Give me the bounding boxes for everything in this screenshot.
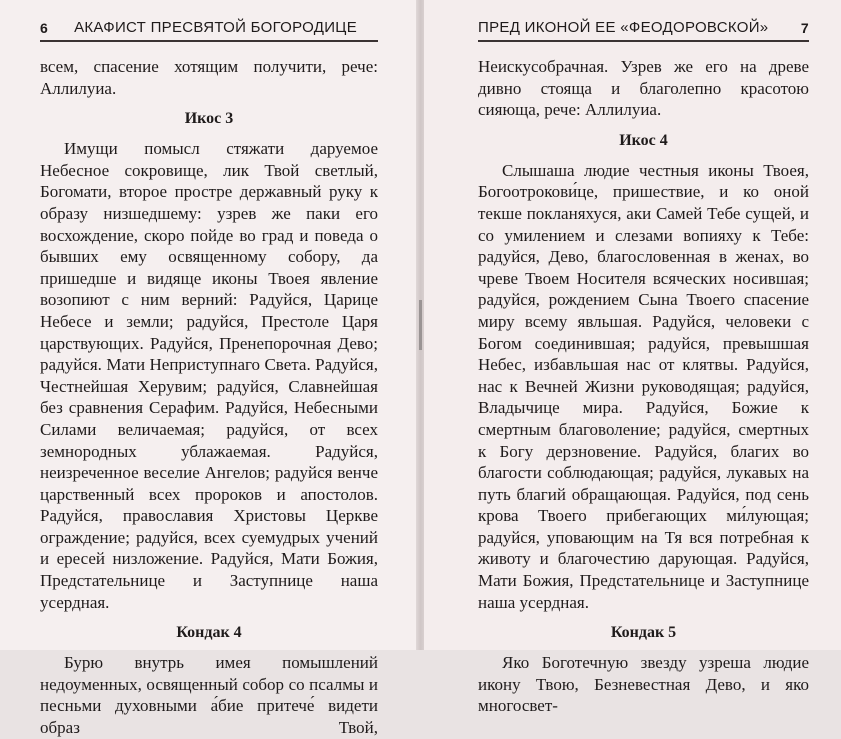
ikos3-heading: Икос 3 (184, 110, 234, 128)
left-page (0, 0, 418, 738)
ikos3-text: Имущи помысл стяжати даруемое Небесное сокровище, лик Твой светлый, Богомати, второе простре державный руку к образу низшедшему: узрев же паки его восхождение, скоро пойде во град и поведа о бывших ему освященному собору, да пришедше и видяще иконы Твоея явление возопиют с ним верний: Радуйся, Царице Небесе и земли; радуйся, Престоле Царя царствующих. Радуйся, Пренепорочная Дево; радуйся. Мати Неприступнаго Света. Радуйся, Честнейшая Херувим; радуйся, Славнейшая без сравнения Серафим. Радуйся, Небесными Силами величаемая; радуйся, от всех земнородных ублажаемая. Радуйся, неизреченное веселие Ангелов; радуйся венче царственный всех пророков и апостолов. Радуйся, православия Христовы Церкве ограждение; радуйся, всех суемудрых учений и ересей низложение. Радуйся, Мати Божия, Предстательнице и Заступнице наша усердная. (40, 139, 378, 612)
left-continued-text: всем, спасение хотящим получити, рече: Аллилуиа. (40, 57, 378, 98)
right-page (424, 0, 841, 716)
right-continued-text: Неискусобрачная. Узрев же его на древе дивно стояща и благолепно красотою сияюща, рече: Аллилуиа. (478, 57, 809, 120)
right-page-number: 7 (800, 20, 809, 36)
ikos4-heading: Икос 4 (619, 131, 668, 149)
right-running-head: ПРЕД ИКОНОЙ ЕЕ «ФЕОДОРОВСКОЙ» (478, 19, 769, 36)
kondak4-heading: Кондак 4 (176, 624, 242, 642)
kondak5-text: Яко Боготечную звезду узреша людие икону Твою, Безневестная Дево, и яко многосвет- (478, 653, 809, 716)
left-page-number: 6 (40, 20, 49, 36)
ikos4-text: Слышаша людие честныя иконы Твоея, Богоотрокови́це, пришествие, и ко оной текше покланяхуся, аки Самей Тебе сущей, и со умилением и слезами вопияху к Тебе: радуйся, Дево, благословенная в женах, во чреве Твоем Носителя всяческих носившая; радуйся, рождением Сына Твоего спасение миру всему явльшая. Радуйся, человеки с Богом соединившая; радуйся, превышшая Небес, избавльшая нас от клятвы. Радуйся, нас к Вечней Жизни руководящая; радуйся, Владычице мира. Радуйся, Божие к смертным благоволение; радуйся, смертных к Богу дерзновение. Радуйся, благих во благости соблюдающая; радуйся, лукавых на путь благий обращающая. Радуйся, под сень крова Твоего прибегающих ми́лующая; радуйся, уповающим на Тя вся потребная к животу и благочестию дарующая. Радуйся, Мати Божия, Предстательнице и Заступнице наша усердная. (478, 160, 809, 612)
left-running-header (40, 0, 378, 42)
kondak4-text: Бурю внутрь имея помышлений недоуменных, освященный собор со псалмы и песньми духовными а́бие притече́ видети образ Твой, (40, 653, 378, 738)
right-running-header (478, 0, 809, 42)
gutter-mark (419, 300, 422, 350)
kondak5-heading: Кондак 5 (610, 624, 677, 642)
left-running-head: АКАФИСТ ПРЕСВЯТОЙ БОГОРОДИЦЕ (74, 19, 358, 36)
